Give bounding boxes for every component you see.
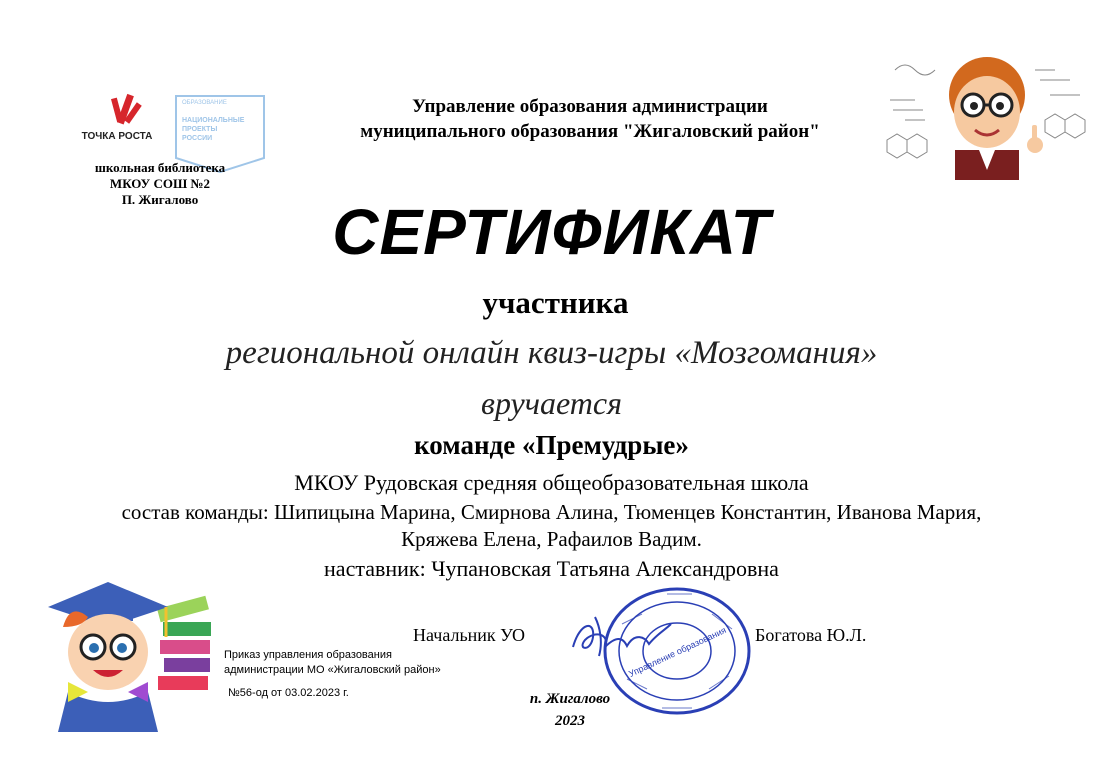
participant-label: участника xyxy=(482,285,629,320)
place-year: 2023 xyxy=(555,713,585,729)
team-name: команде «Премудрые» xyxy=(414,430,689,460)
school-name: МКОУ Рудовская средняя общеобразовательная школа xyxy=(294,470,809,495)
np-line-2: ПРОЕКТЫ xyxy=(182,126,218,133)
event-name: региональной онлайн квиз-игры «Мозгомания» xyxy=(225,335,878,371)
order-number: №56-од от 03.02.2023 г. xyxy=(228,687,349,699)
order-line-1: Приказ управления образования xyxy=(224,649,392,661)
place-city: п. Жигалово xyxy=(529,691,611,707)
order-reference xyxy=(224,648,484,678)
np-line-3: РОССИИ xyxy=(182,135,213,142)
stamp-center-text: Управление образования xyxy=(627,624,728,679)
library-line-1: школьная библиотека xyxy=(94,160,226,175)
team-members-line-1: состав команды: Шипицына Марина, Смирнова Алина, Тюменцев Константин, Иванова Мария, xyxy=(121,500,982,524)
certificate-title: СЕРТИФИКАТ xyxy=(332,196,771,268)
awarded-label: вручается xyxy=(481,385,622,421)
signatory-position: Начальник УО xyxy=(413,625,526,645)
np-header-text: ОБРАЗОВАНИЕ xyxy=(182,100,227,106)
organization-line-2: муниципального образования "Жигаловский район" xyxy=(360,121,820,142)
library-line-3: П. Жигалово xyxy=(121,192,199,207)
mentor-name: наставник: Чупановская Татьяна Александровна xyxy=(324,556,779,581)
signatory-name: Богатова Ю.Л. xyxy=(755,625,867,645)
place-and-year xyxy=(515,688,625,732)
organization-header xyxy=(290,94,890,144)
graduate-boy-illustration xyxy=(28,562,218,752)
tochka-rosta-text: ТОЧКА РОСТА xyxy=(81,131,153,142)
handwritten-signature xyxy=(565,612,675,662)
tochka-rosta-logo xyxy=(70,92,165,150)
team-members-line-2: Кряжева Елена, Рафаилов Вадим. xyxy=(401,527,702,551)
scientist-boy-illustration xyxy=(875,50,1100,180)
library-line-2: МКОУ СОШ №2 xyxy=(109,176,211,191)
organization-line-1: Управление образования администрации xyxy=(412,96,768,117)
np-line-1: НАЦИОНАЛЬНЫЕ xyxy=(182,117,245,124)
order-line-2: администрации МО «Жигаловский район» xyxy=(224,664,441,676)
